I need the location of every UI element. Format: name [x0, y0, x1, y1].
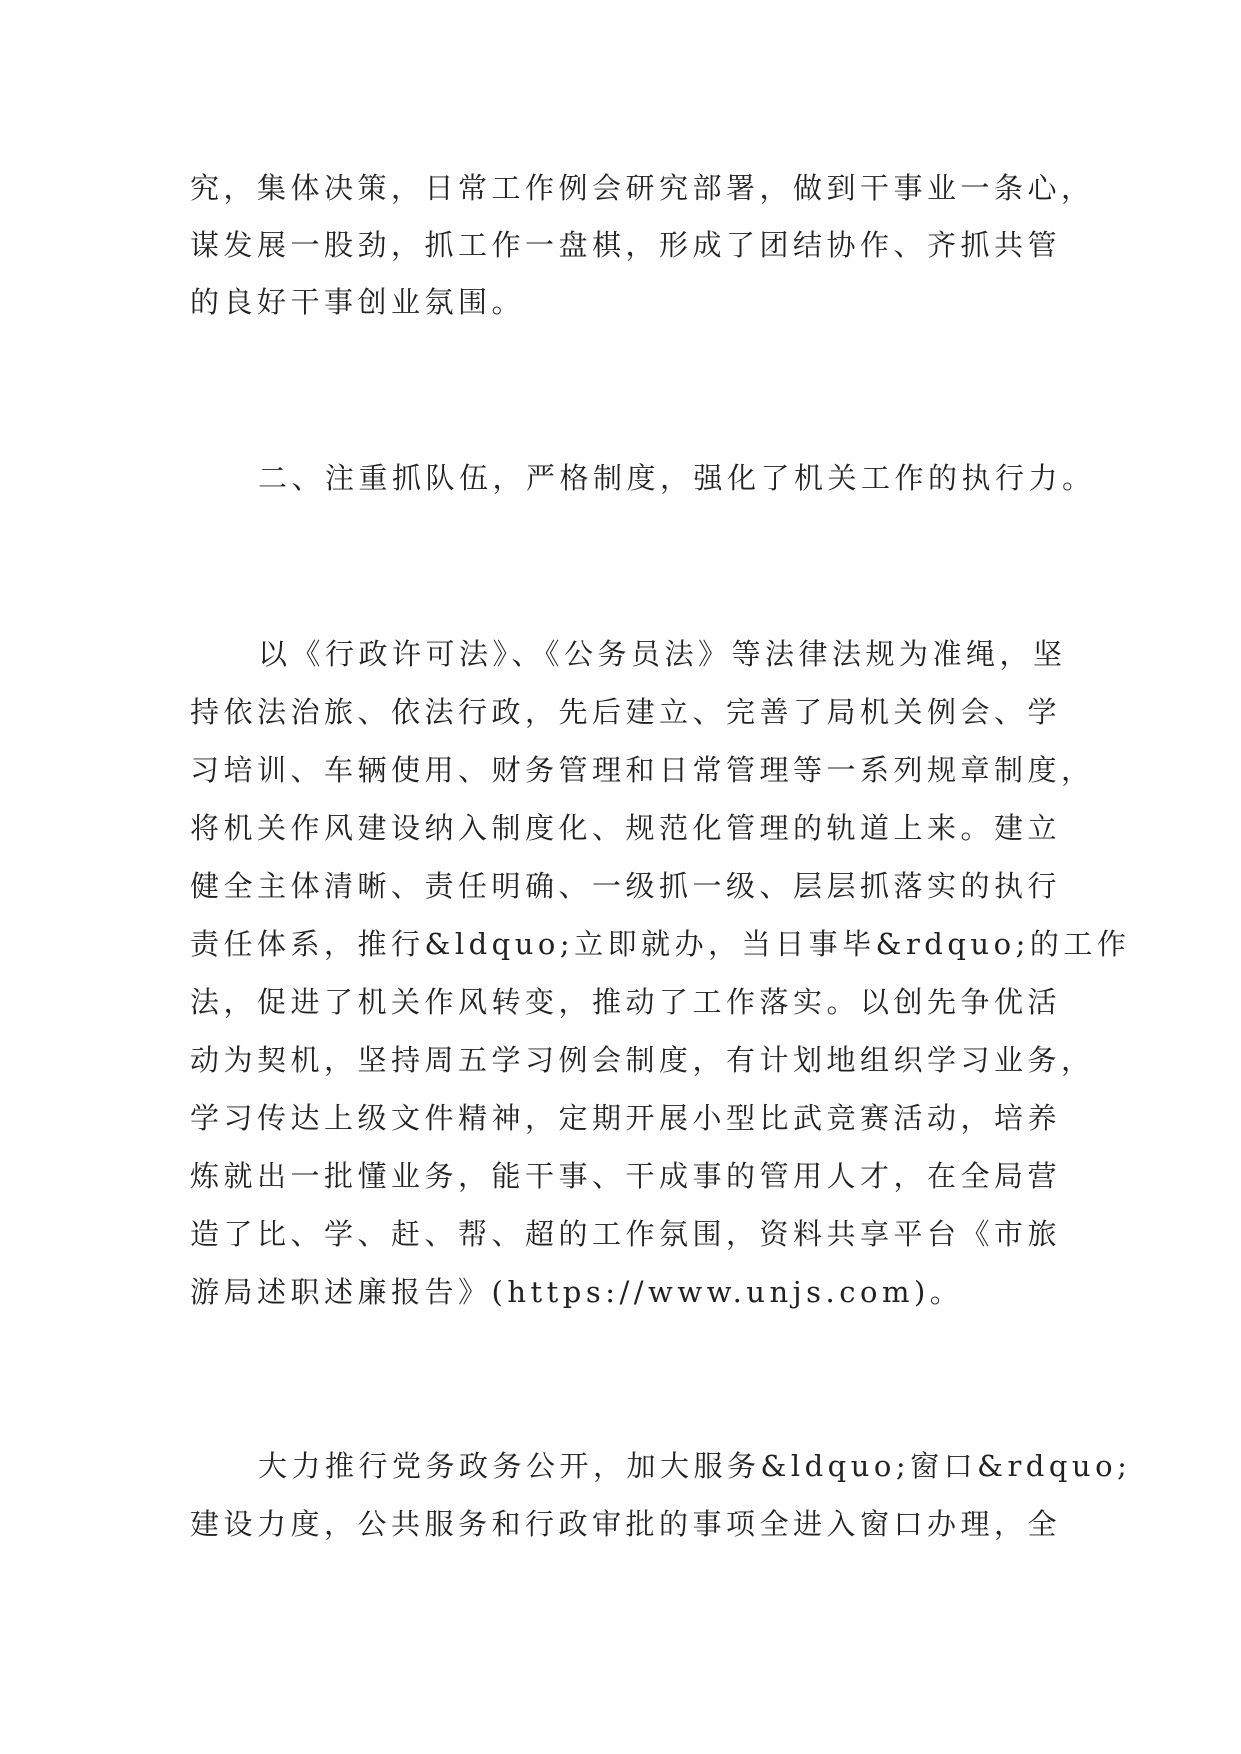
paragraph-2-line-11: 造了比、学、赶、帮、超的工作氛围，资料共享平台《市旅	[190, 1217, 1062, 1251]
paragraph-1-line-3: 的良好干事创业氛围。	[190, 285, 526, 319]
paragraph-3-line-1: 大力推行党务政务公开，加大服务&ldquo;窗口&rdquo;	[258, 1449, 1132, 1483]
paragraph-2-line-2: 持依法治旅、依法行政，先后建立、完善了局机关例会、学	[190, 695, 1062, 729]
paragraph-1-line-1: 究，集体决策，日常工作例会研究部署，做到干事业一条心，	[190, 171, 1095, 205]
paragraph-2-line-8: 动为契机，坚持周五学习例会制度，有计划地组织学习业务，	[190, 1043, 1095, 1077]
paragraph-2-line-5: 健全主体清晰、责任明确、一级抓一级、层层抓落实的执行	[190, 869, 1062, 903]
paragraph-2-line-10: 炼就出一批懂业务，能干事、干成事的管用人才，在全局营	[190, 1159, 1062, 1193]
paragraph-2-line-12: 游局述职述廉报告》(https://www.unjs.com)。	[190, 1275, 964, 1309]
paragraph-2-line-7: 法，促进了机关作风转变，推动了工作落实。以创先争优活	[190, 985, 1062, 1019]
paragraph-2-line-1: 以《行政许可法》、《公务员法》等法律法规为准绳，坚	[258, 637, 1067, 671]
section-heading-2: 二、注重抓队伍，严格制度，强化了机关工作的执行力。	[258, 461, 1096, 495]
paragraph-3-line-2: 建设力度，公共服务和行政审批的事项全进入窗口办理，全	[190, 1507, 1062, 1541]
paragraph-1-line-2: 谋发展一股劲，抓工作一盘棋，形成了团结协作、齐抓共管	[190, 228, 1062, 262]
paragraph-2-line-6: 责任体系，推行&ldquo;立即就办，当日事毕&rdquo;的工作	[190, 927, 1131, 961]
paragraph-2-line-9: 学习传达上级文件精神，定期开展小型比武竞赛活动，培养	[190, 1101, 1062, 1135]
paragraph-2-line-4: 将机关作风建设纳入制度化、规范化管理的轨道上来。建立	[190, 811, 1062, 845]
paragraph-2-line-3: 习培训、车辆使用、财务管理和日常管理等一系列规章制度，	[190, 753, 1095, 787]
